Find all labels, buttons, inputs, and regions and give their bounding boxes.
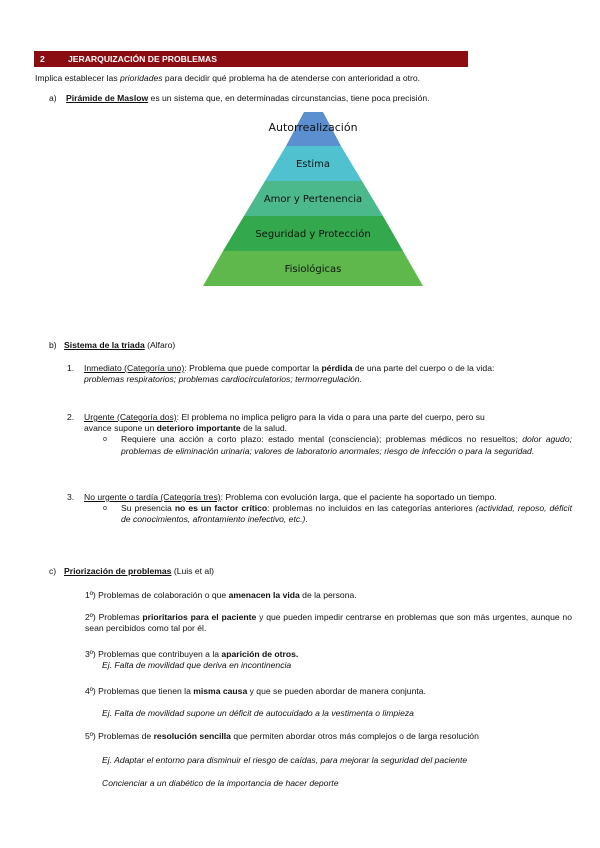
priority-5-text: 5º) Problemas de [85, 731, 154, 741]
triad-item-3-sub-italic: (actividad, reposo, déficit de conocimientos, afrontamiento inefectivo, etc.) [121, 503, 572, 525]
triad-item-1-text: : Problema que puede comportar la [184, 363, 322, 373]
priority-1-text: 1º) Problemas de colaboración o que [85, 590, 229, 600]
item-a-text: es un sistema que, en determinadas circunstancias, tiene poca precisión. [148, 93, 430, 103]
triad-item-1 [67, 363, 572, 385]
priority-1-end: de la persona. [299, 590, 357, 600]
triad-item-3-text: : Problema con evolución larga, que el paciente ha soportado un tiempo. [220, 492, 497, 502]
triad-item-2-sub [67, 434, 572, 456]
priority-2-text: 2º) Problemas [85, 612, 143, 622]
triad-item-2-text: : El problema no implica peligro para la vida o para una parte del cuerpo, pero su [176, 412, 485, 422]
triad-item-2-sub-italic: dolor agudo; problemas de eliminación urinaria; valores de laboratorio anormales; riesgo de infección o para la seguridad. [121, 434, 572, 456]
priority-1-bold: amenacen la vida [228, 590, 300, 600]
section-header [34, 51, 468, 67]
priority-3 [85, 649, 298, 671]
triad-item-2-label: Urgente (Categoría dos) [84, 412, 177, 422]
triad-item-2-text-2: avance supone un [84, 423, 157, 434]
triad-item-1-num: 1. [67, 363, 75, 373]
priority-5-bold: resolución sencilla [153, 731, 231, 741]
intro-text: Implica establecer las [35, 73, 121, 83]
priority-1 [85, 590, 357, 601]
priority-5 [85, 731, 479, 742]
priority-3-example: Ej. Falta de movilidad que deriva en incontinencia [102, 660, 292, 671]
triad-item-3-num: 3. [67, 492, 75, 502]
priority-4-end: y que se pueden abordar de manera conjunta. [247, 686, 426, 696]
triad-item-1-bold: pérdida [321, 363, 353, 373]
item-c-title: Priorización de problemas [64, 566, 172, 576]
item-b [49, 340, 175, 351]
pyramid-label-3: Amor y Pertenencia [263, 194, 363, 205]
item-c [49, 566, 214, 577]
priority-2 [85, 612, 572, 634]
section-number: 2 [40, 54, 45, 64]
priority-2-end: y que pueden impedir centrarse en problemas que son más urgentes, aunque no sean percibidos como tal por él. [85, 612, 572, 634]
triad-item-1-label: Inmediato (Categoría uno) [84, 363, 185, 373]
intro-italic: prioridades [120, 73, 163, 83]
priority-4-text: 4º) Problemas que tienen la [85, 686, 194, 696]
triad-item-3-sub-bold: no es un factor crítico [174, 503, 268, 514]
priority-4-bold: misma causa [193, 686, 248, 696]
priority-3-bold: aparición de otros. [221, 649, 299, 659]
pyramid-label-1: Autorrealización [268, 121, 358, 134]
priority-5-end: que permiten abordar otros más complejos o de larga resolución [230, 731, 479, 741]
triad-item-3-sub-text-2: : problemas no incluidos en las categorías anteriores [267, 503, 476, 514]
section-title: JERARQUIZACIÓN DE PROBLEMAS [68, 54, 217, 64]
priority-5-example-1: Ej. Adaptar el entorno para disminuir el riesgo de caídas, para mejorar la seguridad del paciente [102, 755, 468, 765]
triad-item-3-sub [67, 503, 572, 525]
item-c-author: (Luis et al) [171, 566, 214, 576]
item-c-marker: c) [49, 566, 57, 576]
triad-item-2-sub-text: Requiere una acción a corto plazo: estado mental (consciencia); problemas médicos no resueltos; [121, 434, 518, 445]
item-b-marker: b) [49, 340, 57, 350]
triad-item-3-sub-text: Su presencia [121, 503, 175, 514]
item-a-title: Pirámide de Maslow [66, 93, 149, 103]
triad-item-3 [67, 492, 572, 526]
maslow-pyramid [90, 110, 520, 290]
pyramid-label-5: Fisiológicas [284, 264, 342, 275]
triad-item-2-num: 2. [67, 412, 75, 422]
intro-paragraph [35, 73, 420, 84]
item-a [49, 93, 430, 104]
priority-4-example: Ej. Falta de movilidad supone un déficit de autocuidado a la vestimenta o limpieza [102, 708, 414, 718]
sub-bullet-icon: o [103, 436, 107, 444]
item-b-title: Sistema de la triada [64, 340, 145, 350]
triad-item-3-label: No urgente o tardía (Categoría tres) [84, 492, 221, 502]
item-a-marker: a) [49, 93, 57, 103]
priority-3-text: 3º) Problemas que contribuyen a la [85, 649, 222, 659]
sub-bullet-icon: o [103, 505, 107, 513]
priority-4 [85, 686, 426, 697]
triad-item-2-bold: deterioro importante [156, 423, 241, 434]
triad-item-1-text-end: de una parte del cuerpo o de la vida: [352, 363, 495, 373]
triad-item-3-sub-end: . [305, 514, 308, 525]
triad-item-1-examples: problemas respiratorios; problemas cardiocirculatorios; termorregulación. [84, 374, 362, 385]
intro-text-end: para decidir qué problema ha de atenderse con anterioridad a otro. [162, 73, 421, 83]
triad-item-2 [67, 412, 572, 457]
item-b-author: (Alfaro) [144, 340, 176, 350]
triad-item-2-text-3: de la salud. [240, 423, 288, 434]
pyramid-label-2: Estima [295, 159, 331, 170]
pyramid-label-4: Seguridad y Protección [255, 229, 371, 240]
priority-5-example-2: Concienciar a un diabético de la importancia de hacer deporte [102, 778, 339, 788]
priority-2-bold: prioritarios para el paciente [142, 612, 257, 622]
